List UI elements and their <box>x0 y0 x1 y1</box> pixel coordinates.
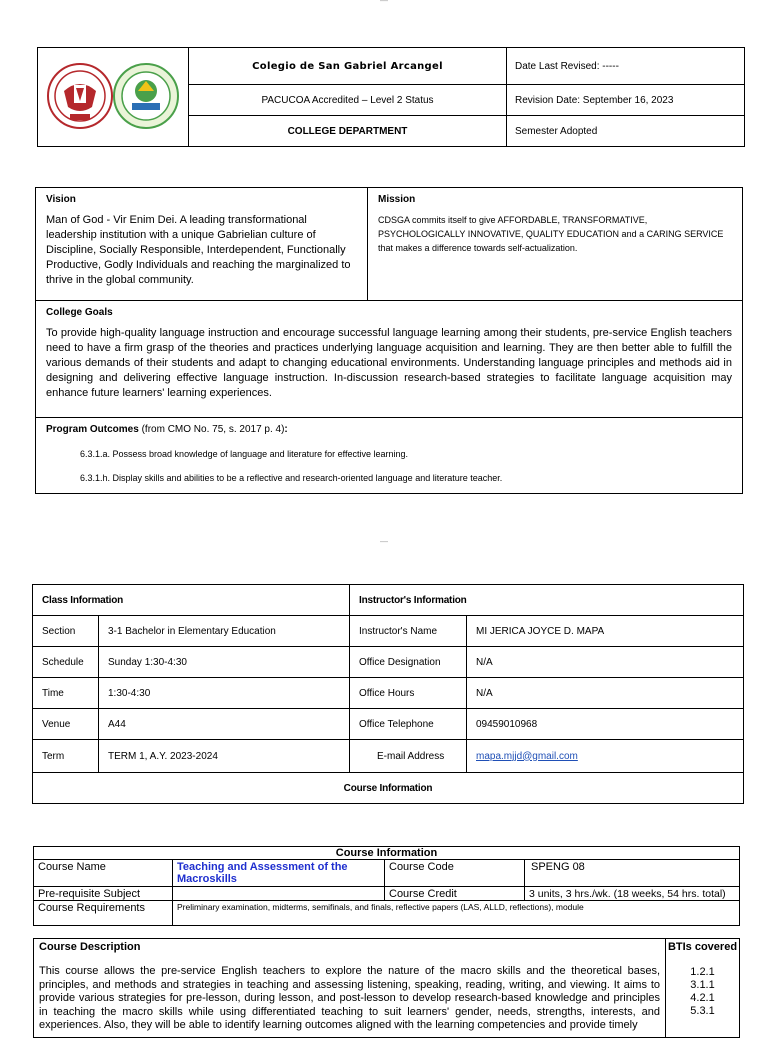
class-info-label: Section <box>33 616 99 647</box>
course-description-text: This course allows the pre-service English teachers to explore the nature of the macro skills and the theoretical bases, principles, and methods and strategies in teaching and assessing listening, speaking, reading, writing, and viewing. It aims to provide various strategies for pre-lesson, during lesson, and post-lesson to develop research-based knowledge and principles in teaching the macro skills while using differentiated teaching to suit learners' gender, needs, strengths, interests, and experiences. Also, they will be able to identify learning outcomes aligned with the learning competencies and provide timely <box>39 965 660 1031</box>
program-outcome-item: 6.3.1.a. Possess broad knowledge of language and literature for effective learning. <box>80 449 409 459</box>
program-outcomes-title: Program Outcomes (from CMO No. 75, s. 2017 p. 4): <box>46 424 288 435</box>
pacucoa-seal-icon <box>114 64 178 128</box>
credit-value: 3 units, 3 hrs./wk. (18 weeks, 54 hrs. total) <box>525 887 740 901</box>
instructor-info-value: N/A <box>467 678 744 709</box>
course-name-value: Teaching and Assessment of the Macroskills <box>173 860 385 887</box>
document-header <box>37 47 745 147</box>
class-info-value: 1:30-4:30 <box>99 678 350 709</box>
course-info-footer: Course Information <box>33 773 744 804</box>
course-description-block <box>34 939 666 1037</box>
program-outcome-item: 6.3.1.h. Display skills and abilities to be a reflective and research-oriented language and literature teacher. <box>80 473 503 483</box>
college-goals-block <box>36 301 742 418</box>
course-code-label: Course Code <box>385 860 525 887</box>
program-outcomes-heading: Program Outcomes <box>46 424 139 435</box>
semester-adopted: Semester Adopted <box>507 116 745 147</box>
class-info-label: Venue <box>33 709 99 740</box>
class-info-label: Time <box>33 678 99 709</box>
bti-item: 1.2.1 <box>690 966 715 978</box>
program-outcomes-source: (from CMO No. 75, s. 2017 p. 4) <box>138 424 285 435</box>
class-info-value: Sunday 1:30-4:30 <box>99 647 350 678</box>
instructor-info-label: Office Designation <box>350 647 467 678</box>
requirements-label: Course Requirements <box>34 901 173 926</box>
institution-logos <box>46 61 180 131</box>
instructor-info-value: N/A <box>467 647 744 678</box>
class-info-value: A44 <box>99 709 350 740</box>
prereq-value <box>173 887 385 901</box>
mission-heading: Mission <box>378 194 416 205</box>
date-last-revised: Date Last Revised: ----- <box>507 48 745 85</box>
instructor-info-label: E-mail Address <box>350 740 467 773</box>
instructor-info-heading: Instructor's Information <box>350 585 744 616</box>
btis-block <box>666 939 739 1037</box>
mission-block <box>368 188 742 300</box>
program-outcomes-block <box>36 418 742 489</box>
instructor-info-label: Office Hours <box>350 678 467 709</box>
course-code-value: SPENG 08 <box>525 860 740 887</box>
institution-name: Colegio de San Gabriel Arcangel <box>189 48 507 85</box>
mission-text: CDSGA commits itself to give AFFORDABLE, TRANSFORMATIVE, PSYCHOLOGICALLY INNOVATIVE, QUALITY EDUCATION and a CARING SERVICE that makes a difference towards self-actualization. <box>378 215 724 253</box>
revision-date: Revision Date: September 16, 2023 <box>507 85 745 116</box>
department-name: COLLEGE DEPARTMENT <box>189 116 507 147</box>
instructor-info-value: MI JERICA JOYCE D. MAPA <box>467 616 744 647</box>
btis-heading: BTIs covered <box>667 941 738 953</box>
college-goals-heading: College Goals <box>46 307 113 318</box>
bti-item: 3.1.1 <box>690 979 715 991</box>
page-separator: — <box>380 0 388 5</box>
class-info-value: TERM 1, A.Y. 2023-2024 <box>99 740 350 773</box>
vision-block <box>36 188 368 300</box>
course-description-heading: Course Description <box>39 941 141 953</box>
course-info-heading: Course Information <box>34 847 740 860</box>
course-info-table <box>33 846 740 926</box>
school-seal-icon <box>48 64 112 128</box>
requirements-value: Preliminary examination, midterms, semifinals, and finals, reflective papers (LAS, ALLD, reflections), module <box>173 901 740 926</box>
class-info-label: Term <box>33 740 99 773</box>
vision-mission-section <box>35 187 743 494</box>
email-cell <box>467 740 744 773</box>
instructor-info-value: 09459010968 <box>467 709 744 740</box>
bti-item: 4.2.1 <box>690 992 715 1004</box>
class-info-label: Schedule <box>33 647 99 678</box>
bti-item: 5.3.1 <box>690 1005 715 1017</box>
college-goals-text: To provide high-quality language instruction and encourage successful language learning among their students, pre-service English teachers need to have a firm grasp of the theories and practices underlying language acquisition and learning. They are then better able to fulfill the various demands of their students and adapt to changing educational environments. Understanding language principles and methods aid in designing and delivering effective language instruction. In-discussion research-based strategies to facilitate language acquisition may enhance future learners' learning experiences. <box>46 327 732 399</box>
vision-text: Man of God - Vir Enim Dei. A leading transformational leadership institution with a unique Gabrielian culture of Discipline, Socially Responsible, Interdependent, Functionally Productive, Godly Individuals and reaching the marginalized to thrive in the global community. <box>46 214 351 286</box>
instructor-info-label: Instructor's Name <box>350 616 467 647</box>
class-instructor-table <box>32 584 744 804</box>
prereq-label: Pre-requisite Subject <box>34 887 173 901</box>
credit-label: Course Credit <box>385 887 525 901</box>
page-separator: — <box>380 537 388 546</box>
course-name-label: Course Name <box>34 860 173 887</box>
instructor-info-label: Office Telephone <box>350 709 467 740</box>
logo-cell <box>38 48 189 147</box>
class-info-heading: Class Information <box>33 585 350 616</box>
accreditation-status: PACUCOA Accredited – Level 2 Status <box>189 85 507 116</box>
email-link[interactable]: mapa.mjjd@gmail.com <box>476 750 578 762</box>
course-description-section <box>33 938 740 1038</box>
class-info-value: 3-1 Bachelor in Elementary Education <box>99 616 350 647</box>
vision-heading: Vision <box>46 194 76 205</box>
